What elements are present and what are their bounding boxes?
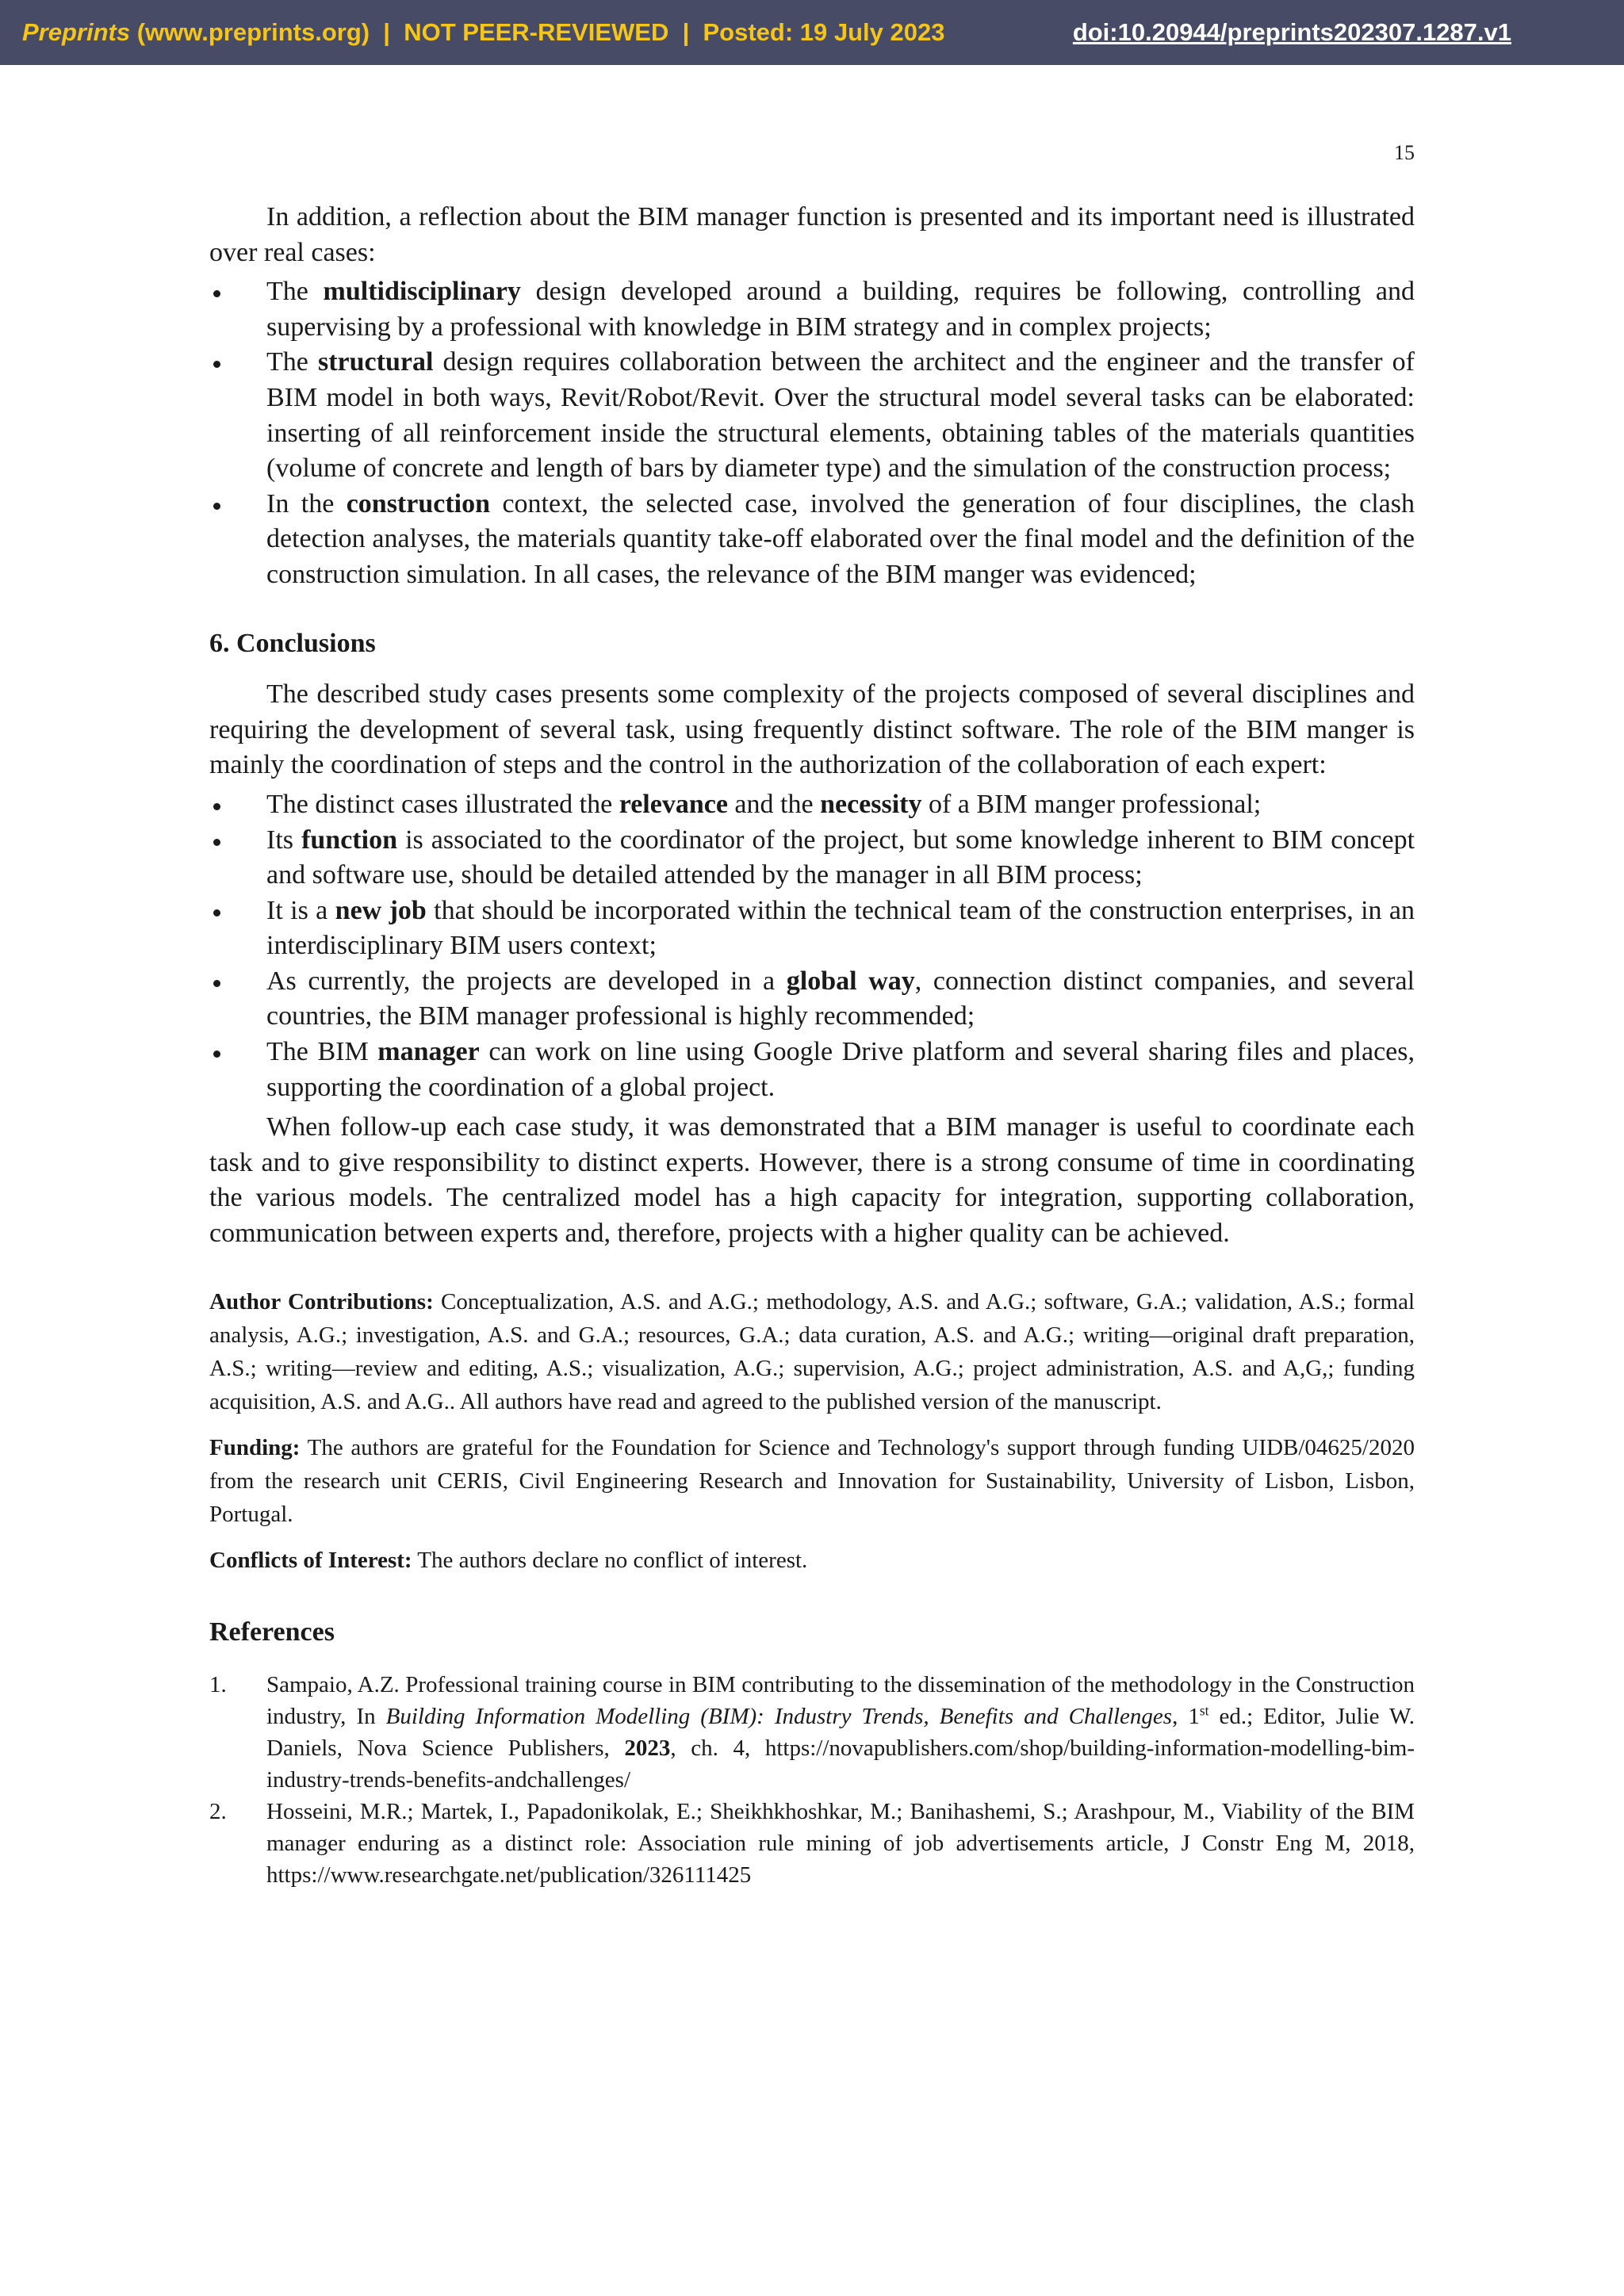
brand-name: Preprints bbox=[22, 18, 131, 46]
preprint-banner bbox=[0, 0, 1624, 65]
conclusions-paragraph-final: When follow-up each case study, it was demonstrated that a BIM manager is useful to coordinate each task and to give responsibility to distinct experts. However, there is a strong consume of time in coordinating the various models. The centralized model has a high capacity for integration, supporting collaboration, communication between experts and, therefore, projects with a higher quality can be achieved. bbox=[209, 1112, 1415, 1249]
intro-bullet-list bbox=[209, 274, 1415, 592]
list-item: The structural design requires collaboration between the architect and the engineer and the transfer of BIM model in both ways, Revit/Robot/Revit. Over the structural model several tasks can be elaborated: inserting of all reinforcement inside the structural elements, obtaining tables of the materials quantities (volume of concrete and length of bars by diameter type) and the simulation of the construction process; bbox=[209, 345, 1415, 486]
posted-date: Posted: 19 July 2023 bbox=[703, 18, 945, 46]
section-heading-conclusions: 6. Conclusions bbox=[209, 628, 376, 658]
references-heading: References bbox=[209, 1617, 335, 1647]
list-item: It is a new job that should be incorporated within the technical team of the construction enterprises, in an interdisciplinary BIM users context; bbox=[209, 894, 1415, 964]
separator: | bbox=[370, 18, 404, 46]
list-item: The BIM manager can work on line using Google Drive platform and several sharing files and places, supporting the coordination of a global project. bbox=[209, 1035, 1415, 1105]
intro-paragraph: In addition, a reflection about the BIM manager function is presented and its important need is illustrated over real cases: bbox=[209, 202, 1415, 267]
review-status: NOT PEER-REVIEWED bbox=[404, 18, 669, 46]
list-item: The distinct cases illustrated the relevance and the necessity of a BIM manger professional; bbox=[209, 787, 1415, 823]
doi-link[interactable]: doi:10.20944/preprints202307.1287.v1 bbox=[1072, 18, 1511, 46]
list-item: Its function is associated to the coordinator of the project, but some knowledge inherent to BIM concept and software use, should be detailed attended by the manager in all BIM process; bbox=[209, 823, 1415, 894]
site-url[interactable]: (www.preprints.org) bbox=[130, 18, 370, 46]
reference-item: 1. Sampaio, A.Z. Professional training course in BIM contributing to the dissemination of the methodology in the Construction industry, In Building Information Modelling (BIM): Industry Trends, Benefits and Challenges, 1st ed.; Editor, Julie W. Daniels, Nova Science Publishers, 2023, ch. 4, https://novapublishers.com/shop/building-information-modelling-bim-industry-trends-benefits-andchallenges/ bbox=[209, 1672, 1415, 1793]
list-item: The multidisciplinary design developed around a building, requires be following, controlling and supervising by a professional with knowledge in BIM strategy and in complex projects; bbox=[209, 274, 1415, 345]
page-number: 15 bbox=[1394, 141, 1415, 164]
banner-info bbox=[22, 0, 944, 65]
conflicts-statement: Conflicts of Interest: The authors declare no conflict of interest. bbox=[209, 1547, 808, 1573]
separator: | bbox=[668, 18, 703, 46]
page-body bbox=[209, 200, 1415, 1891]
funding-statement: Funding: The authors are grateful for the Foundation for Science and Technology's support through funding UIDB/04625/2020 from the research unit CERIS, Civil Engineering Research and Innovation for Sustainability, University of Lisbon, Lisbon, Portugal. bbox=[209, 1434, 1415, 1527]
reference-item: 2. Hosseini, M.R.; Martek, I., Papadonikolak, E.; Sheikhkhoshkar, M.; Banihashemi, S.; Arashpour, M., Viability of the BIM manager enduring as a distinct role: Association rule mining of job advertisements article, J Constr Eng M, 2018, https://www.researchgate.net/publication/326111425 bbox=[209, 1799, 1415, 1888]
list-item: As currently, the projects are developed in a global way, connection distinct companies, and several countries, the BIM manager professional is highly recommended; bbox=[209, 964, 1415, 1035]
conclusions-paragraph: The described study cases presents some complexity of the projects composed of several disciplines and requiring the development of several task, using frequently distinct software. The role of the BIM manger is mainly the coordination of steps and the control in the authorization of the collaboration of each expert: bbox=[209, 679, 1415, 780]
reference-list bbox=[209, 1669, 1415, 1891]
author-contributions: Author Contributions: Conceptualization, A.S. and A.G.; methodology, A.S. and A.G.; software, G.A.; validation, A.S.; formal analysis, A.G.; investigation, A.S. and G.A.; resources, G.A.; data curation, A.S. and A.G.; writing—original draft preparation, A.S.; writing—review and editing, A.S.; visualization, A.G.; supervision, A.G.; project administration, A.S. and A,G,; funding acquisition, A.S. and A.G.. All authors have read and agreed to the published version of the manuscript. bbox=[209, 1288, 1415, 1414]
conclusions-bullet-list bbox=[209, 787, 1415, 1105]
list-item: In the construction context, the selected case, involved the generation of four disciplines, the clash detection analyses, the materials quantity take-off elaborated over the final model and the definition of the construction simulation. In all cases, the relevance of the BIM manger was evidenced; bbox=[209, 487, 1415, 593]
